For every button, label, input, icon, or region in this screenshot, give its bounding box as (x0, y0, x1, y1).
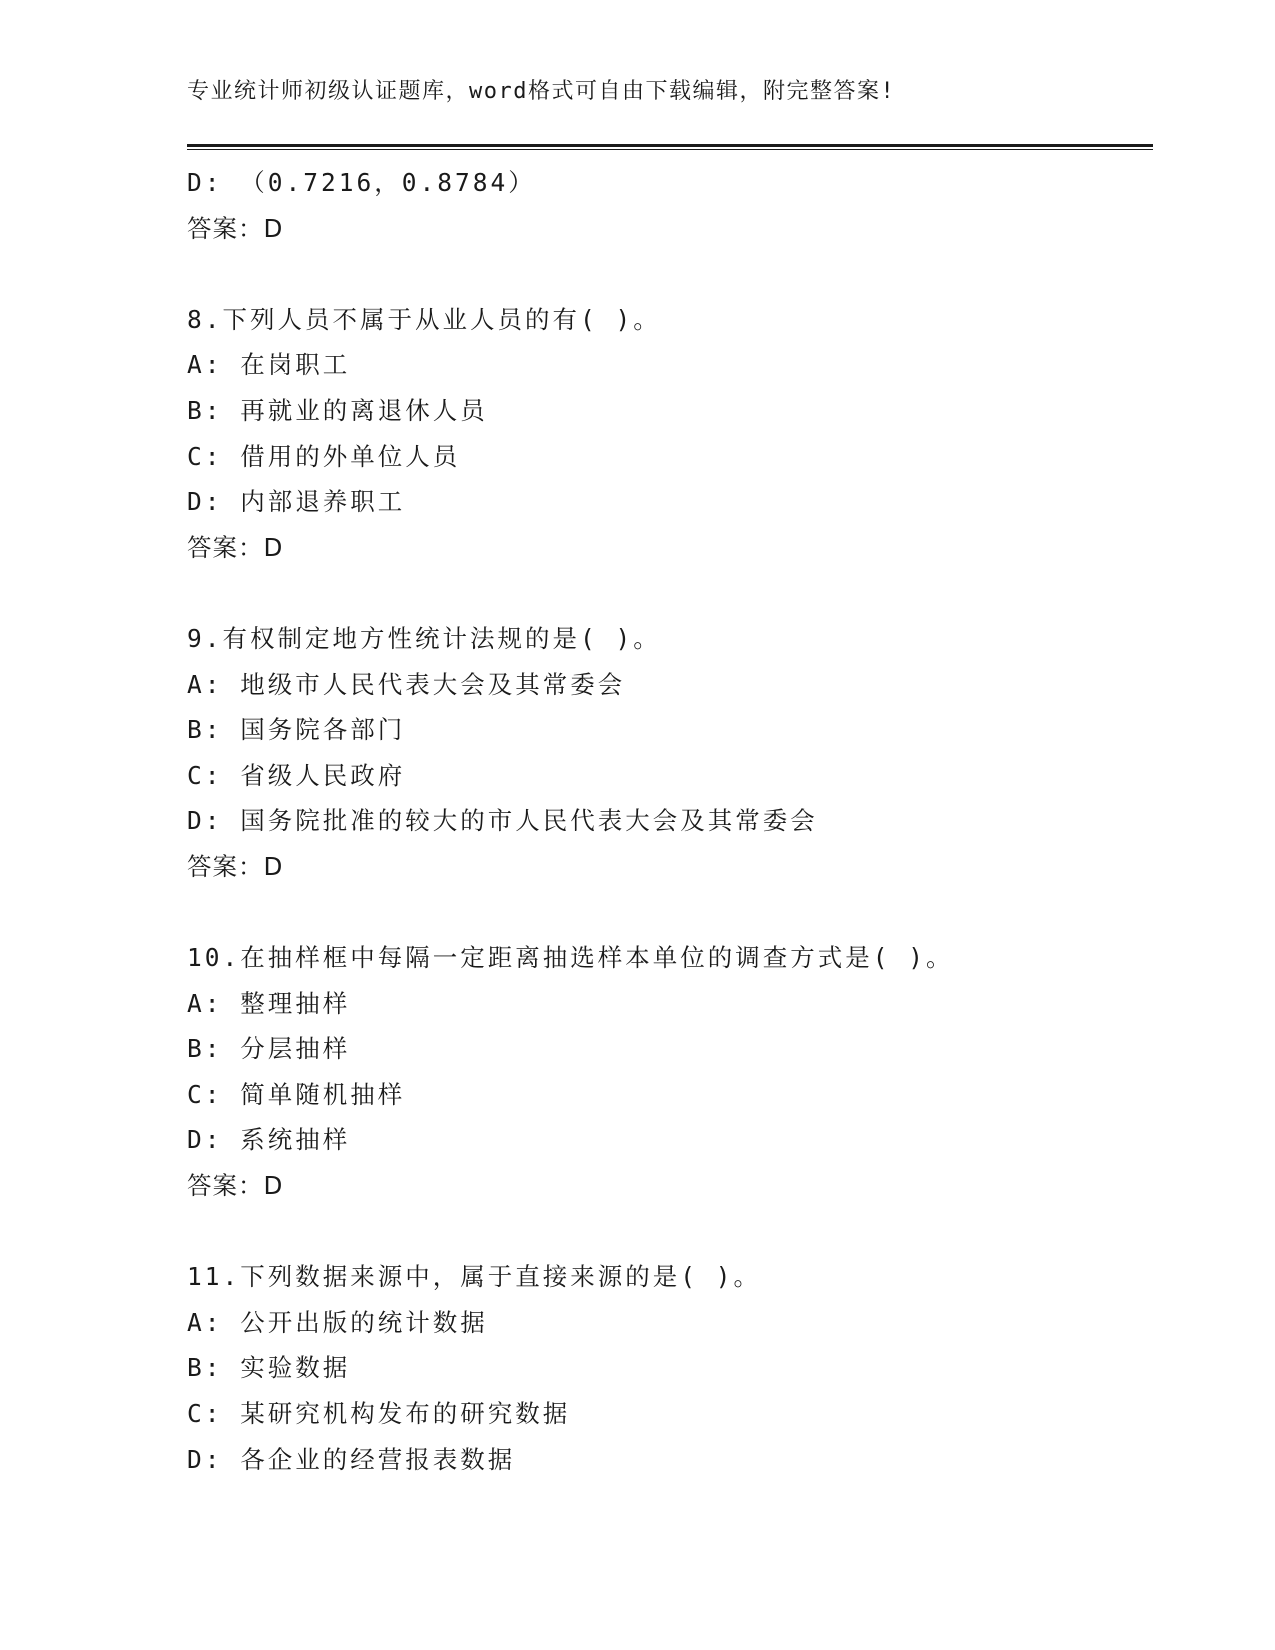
header-divider-thick (187, 144, 1153, 147)
option-line: C: 省级人民政府 (187, 760, 406, 790)
option-line: D: 各企业的经营报表数据 (187, 1444, 516, 1474)
blank-line (187, 1209, 1147, 1255)
blank-line (187, 890, 1147, 936)
option-line: D: （0.7216，0.8784） (187, 168, 536, 197)
option-line: B: 分层抽样 (187, 1034, 351, 1064)
blank-line (187, 251, 1147, 297)
question-stem: 10.在抽样框中每隔一定距离抽选样本单位的调查方式是( )。 (187, 943, 954, 973)
option-line: A: 在岗职工 (187, 350, 351, 380)
option-line: B: 再就业的离退休人员 (187, 395, 488, 425)
option-line: D: 国务院批准的较大的市人民代表大会及其常委会 (187, 806, 818, 836)
question-list (187, 160, 1147, 1482)
option-line: D: 内部退养职工 (187, 487, 406, 517)
option-line: C: 简单随机抽样 (187, 1079, 406, 1109)
answer-line: 答案：D (187, 851, 284, 881)
answer-line: 答案：D (187, 532, 284, 562)
question-stem: 11.下列数据来源中，属于直接来源的是( )。 (187, 1262, 761, 1292)
question-stem: 8.下列人员不属于从业人员的有( )。 (187, 304, 661, 334)
option-line: C: 借用的外单位人员 (187, 441, 461, 471)
page-header: 专业统计师初级认证题库，word格式可自由下载编辑，附完整答案! (187, 79, 896, 104)
answer-line: 答案：D (187, 213, 284, 243)
header-divider (187, 144, 1153, 151)
question-stem: 9.有权制定地方性统计法规的是( )。 (187, 623, 661, 653)
option-line: B: 国务院各部门 (187, 715, 406, 745)
header-divider-thin (187, 149, 1153, 150)
option-line: D: 系统抽样 (187, 1125, 351, 1155)
answer-line: 答案：D (187, 1171, 284, 1201)
option-line: A: 地级市人民代表大会及其常委会 (187, 669, 626, 699)
option-line: A: 公开出版的统计数据 (187, 1307, 488, 1337)
option-line: C: 某研究机构发布的研究数据 (187, 1399, 571, 1429)
option-line: B: 实验数据 (187, 1353, 351, 1383)
option-line: A: 整理抽样 (187, 988, 351, 1018)
blank-line (187, 570, 1147, 616)
